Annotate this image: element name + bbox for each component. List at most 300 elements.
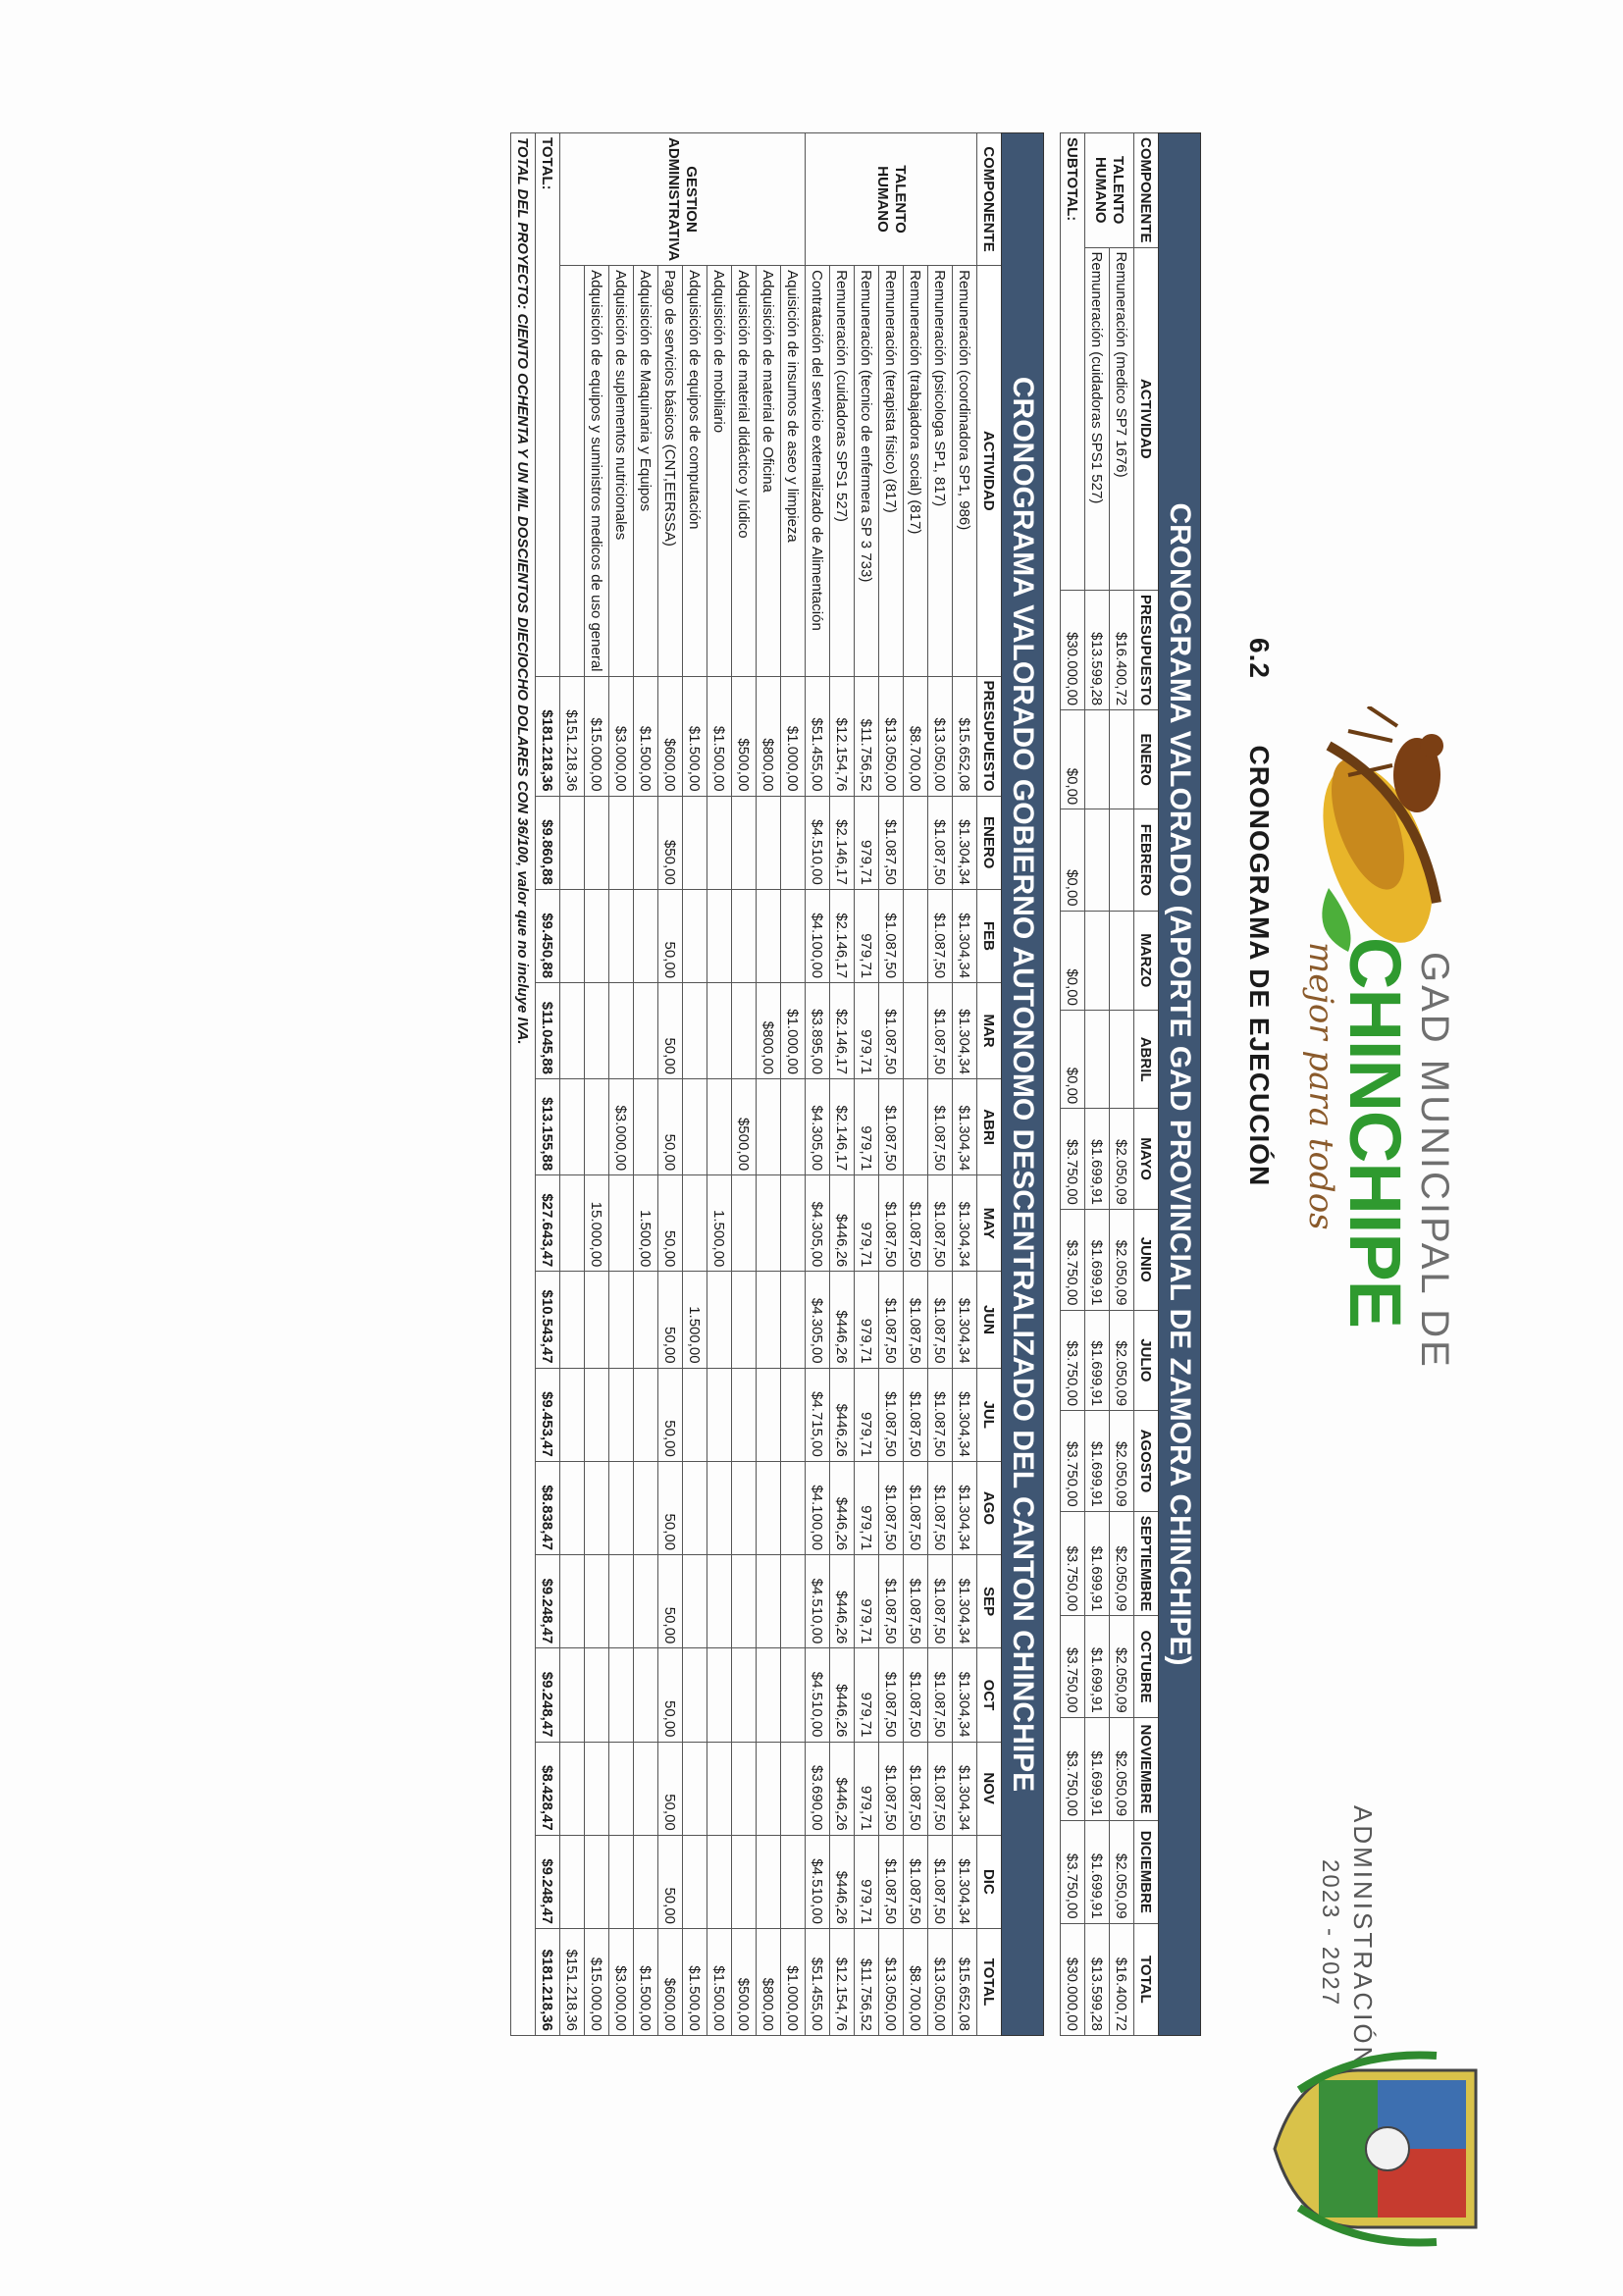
table-row (732, 133, 757, 2036)
amount-cell: $4.510,00 (806, 1835, 830, 1928)
amount-cell: $13.050,00 (928, 1929, 953, 2036)
amount-cell: $1.699,91 (1085, 1411, 1110, 1512)
table1-title: CRONOGRAMA VALORADO (APORTE GAD PROVINCIAL DE ZAMORA CHINCHIPE) (1159, 133, 1201, 2036)
table-row (879, 133, 904, 2036)
column-header: ACTIVIDAD (977, 266, 1002, 676)
amount-cell (609, 1461, 634, 1554)
amount-cell: $600,00 (658, 676, 683, 796)
amount-cell: $1.304,34 (953, 889, 977, 982)
amount-cell (560, 1078, 585, 1174)
amount-cell (634, 1555, 658, 1648)
amount-cell: $1.699,91 (1085, 1109, 1110, 1210)
amount-cell (904, 1078, 928, 1174)
amount-cell (707, 1461, 732, 1554)
activity-cell: Adquisición de Maquinaria y Equipos (634, 266, 658, 676)
amount-cell (609, 1175, 634, 1272)
amount-cell: $2.050,09 (1110, 1821, 1134, 1924)
amount-cell (732, 1555, 757, 1648)
amount-cell (634, 1078, 658, 1174)
amount-cell: $1.087,50 (904, 1461, 928, 1554)
amount-cell (707, 796, 732, 889)
amount-cell: $15.000,00 (585, 676, 609, 796)
activity-cell: Contratación del servicio externalizado de Alimentación (806, 266, 830, 676)
amount-cell (904, 889, 928, 982)
table-row (585, 133, 609, 2036)
amount-cell: $15.652,08 (953, 676, 977, 796)
column-header: AGOSTO (1134, 1411, 1159, 1512)
amount-cell (560, 1272, 585, 1368)
amount-cell (609, 983, 634, 1079)
amount-cell: 979,71 (855, 983, 879, 1079)
amount-cell: $1.087,50 (928, 1461, 953, 1554)
amount-cell (634, 889, 658, 982)
amount-cell (585, 1461, 609, 1554)
component-cell: GESTION ADMINISTRATIVA (560, 133, 806, 266)
amount-cell: $11.756,52 (855, 1929, 879, 2036)
activity-cell: Remuneración (cuidadoras SPS1 527) (830, 266, 855, 676)
column-header: NOV (977, 1742, 1002, 1835)
amount-cell: $1.087,50 (904, 1648, 928, 1742)
amount-cell: $8.700,00 (904, 1929, 928, 2036)
amount-cell: $4.305,00 (806, 1175, 830, 1272)
amount-cell: 50,00 (658, 1555, 683, 1648)
amount-cell: $3.690,00 (806, 1742, 830, 1835)
amount-cell (1085, 809, 1110, 911)
amount-cell: $1.087,50 (928, 983, 953, 1079)
table-row (634, 133, 658, 2036)
amount-cell: $500,00 (732, 676, 757, 796)
column-header: ACTIVIDAD (1134, 247, 1159, 591)
amount-cell: $2.050,09 (1110, 1209, 1134, 1310)
amount-cell (683, 796, 707, 889)
amount-cell (683, 1078, 707, 1174)
activity-cell: Aquisición de insumos de aseo y limpieza (781, 266, 806, 676)
amount-cell: $151.218,36 (560, 1929, 585, 2036)
amount-cell: 979,71 (855, 1461, 879, 1554)
amount-cell: $3.750,00 (1061, 1310, 1085, 1411)
amount-cell: $446,26 (830, 1648, 855, 1742)
amount-cell (757, 1461, 781, 1554)
amount-cell: $2.050,09 (1110, 1717, 1134, 1820)
amount-cell: $1.699,91 (1085, 1616, 1110, 1717)
amount-cell (781, 1368, 806, 1461)
subtotal-label: SUBTOTAL: (1061, 133, 1085, 591)
amount-cell: $4.715,00 (806, 1368, 830, 1461)
amount-cell (757, 1742, 781, 1835)
amount-cell (683, 889, 707, 982)
amount-cell: $1.500,00 (683, 676, 707, 796)
amount-cell (609, 1368, 634, 1461)
amount-cell: $4.510,00 (806, 1648, 830, 1742)
amount-cell (609, 1742, 634, 1835)
table1-header-row (1134, 133, 1159, 2036)
column-header: SEPTIEMBRE (1134, 1511, 1159, 1616)
table2-title: CRONOGRAMA VALORADO GOBIERNO AUTONOMO DESCENTRALIZADO DEL CANTON CHINCHIPE (1002, 133, 1044, 2036)
amount-cell: $1.087,50 (879, 1835, 904, 1928)
amount-cell: $2.050,09 (1110, 1511, 1134, 1616)
amount-cell: $1.087,50 (904, 1835, 928, 1928)
amount-cell: 50,00 (658, 1272, 683, 1368)
column-header: ENERO (977, 796, 1002, 889)
provincial-schedule-table (1060, 132, 1201, 2036)
amount-cell: $9.450,88 (536, 889, 560, 982)
amount-cell (781, 1175, 806, 1272)
amount-cell: $2.050,09 (1110, 1411, 1134, 1512)
amount-cell: $4.100,00 (806, 889, 830, 982)
amount-cell (585, 1742, 609, 1835)
table-row (928, 133, 953, 2036)
amount-cell: $15.000,00 (585, 1929, 609, 2036)
amount-cell (585, 1368, 609, 1461)
amount-cell (609, 1835, 634, 1928)
amount-cell: $11.045,88 (536, 983, 560, 1079)
amount-cell (757, 1175, 781, 1272)
amount-cell (707, 1272, 732, 1368)
column-header: OCT (977, 1648, 1002, 1742)
table2-header-row (977, 133, 1002, 2036)
amount-cell: $500,00 (732, 1078, 757, 1174)
amount-cell: $3.750,00 (1061, 1511, 1085, 1616)
footer-row (511, 133, 536, 2036)
amount-cell (634, 1272, 658, 1368)
amount-cell: $1.087,50 (928, 1835, 953, 1928)
amount-cell (757, 1555, 781, 1648)
amount-cell: $1.087,50 (879, 796, 904, 889)
amount-cell (781, 1835, 806, 1928)
column-header: ABRIL (1134, 1010, 1159, 1108)
amount-cell (1085, 710, 1110, 809)
activity-cell: Adquisición de material didáctico y lúdico (732, 266, 757, 676)
amount-cell: $800,00 (757, 983, 781, 1079)
amount-cell (732, 1835, 757, 1928)
amount-cell: 979,71 (855, 1175, 879, 1272)
column-header: JUN (977, 1272, 1002, 1368)
amount-cell: $0,00 (1061, 1010, 1085, 1108)
activity-cell: Remuneración (psicologa SP1, 817) (928, 266, 953, 676)
amount-cell: $500,00 (732, 1929, 757, 2036)
amount-cell (683, 1461, 707, 1554)
component-cell: TALENTO HUMANO (1085, 133, 1134, 248)
amount-cell: $1.304,34 (953, 1835, 977, 1928)
amount-cell: $1.087,50 (928, 1078, 953, 1174)
activity-cell: Adquisición de equipos de computación (683, 266, 707, 676)
column-header: FEBRERO (1134, 809, 1159, 911)
amount-cell: $1.500,00 (634, 676, 658, 796)
amount-cell: $4.305,00 (806, 1078, 830, 1174)
administration-years: 2023 - 2027 (1317, 1859, 1343, 2008)
administration-label: ADMINISTRACIÓN (1348, 1805, 1378, 2068)
amount-cell: 50,00 (658, 1835, 683, 1928)
column-header: TOTAL (977, 1929, 1002, 2036)
amount-cell: $1.087,50 (879, 1175, 904, 1272)
amount-cell: $4.100,00 (806, 1461, 830, 1554)
amount-cell: $1.304,34 (953, 1648, 977, 1742)
amount-cell: $2.146,17 (830, 889, 855, 982)
amount-cell (609, 1555, 634, 1648)
amount-cell (609, 1272, 634, 1368)
amount-cell (781, 889, 806, 982)
amount-cell (609, 889, 634, 982)
column-header: MAY (977, 1175, 1002, 1272)
table-row (806, 133, 830, 2036)
amount-cell (707, 1078, 732, 1174)
amount-cell (757, 1368, 781, 1461)
amount-cell: 1.500,00 (683, 1272, 707, 1368)
amount-cell (1110, 911, 1134, 1010)
amount-cell: $1.087,50 (904, 1555, 928, 1648)
amount-cell (732, 889, 757, 982)
activity-cell (560, 266, 585, 676)
amount-cell (560, 1742, 585, 1835)
municipal-crest-icon (1270, 2051, 1495, 2247)
activity-cell: Adquisición de equipos y suministros medicos de uso general (585, 266, 609, 676)
column-header: ABRI (977, 1078, 1002, 1174)
amount-cell: $11.756,52 (855, 676, 879, 796)
amount-cell: $9.860,88 (536, 796, 560, 889)
amount-cell: $1.087,50 (928, 1648, 953, 1742)
amount-cell: $446,26 (830, 1272, 855, 1368)
amount-cell (757, 1078, 781, 1174)
amount-cell (634, 983, 658, 1079)
amount-cell: $1.304,34 (953, 1078, 977, 1174)
amount-cell: $1.304,34 (953, 1461, 977, 1554)
amount-cell: $1.087,50 (879, 1078, 904, 1174)
amount-cell (707, 889, 732, 982)
amount-cell: $1.304,34 (953, 1742, 977, 1835)
amount-cell (781, 796, 806, 889)
amount-cell (634, 1461, 658, 1554)
amount-cell: $8.700,00 (904, 676, 928, 796)
amount-cell (683, 1835, 707, 1928)
amount-cell: $3.750,00 (1061, 1209, 1085, 1310)
section-heading (1243, 638, 1275, 1186)
amount-cell: $181.218,36 (536, 1929, 560, 2036)
amount-cell: $51.455,00 (806, 676, 830, 796)
amount-cell: $1.087,50 (904, 1175, 928, 1272)
amount-cell: $2.050,09 (1110, 1109, 1134, 1210)
amount-cell: 979,71 (855, 1078, 879, 1174)
amount-cell (560, 1175, 585, 1272)
table-row (757, 133, 781, 2036)
table-row (609, 133, 634, 2036)
amount-cell (585, 1078, 609, 1174)
amount-cell: $1.087,50 (928, 889, 953, 982)
amount-cell: $3.000,00 (609, 1078, 634, 1174)
amount-cell (757, 889, 781, 982)
amount-cell (1110, 710, 1134, 809)
amount-cell: $27.643,47 (536, 1175, 560, 1272)
amount-cell: $1.087,50 (879, 1272, 904, 1368)
amount-cell: $15.652,08 (953, 1929, 977, 2036)
amount-cell: $51.455,00 (806, 1929, 830, 2036)
amount-cell: $446,26 (830, 1555, 855, 1648)
amount-cell (781, 1648, 806, 1742)
amount-cell (781, 1742, 806, 1835)
amount-cell: $1.500,00 (707, 1929, 732, 2036)
amount-cell: $3.895,00 (806, 983, 830, 1079)
column-header: TOTAL (1134, 1923, 1159, 2035)
amount-cell: $9.248,47 (536, 1555, 560, 1648)
amount-cell: 50,00 (658, 1368, 683, 1461)
amount-cell: $1.087,50 (904, 1368, 928, 1461)
amount-cell (634, 1835, 658, 1928)
amount-cell: $1.087,50 (879, 1742, 904, 1835)
amount-cell (560, 796, 585, 889)
amount-cell (683, 1555, 707, 1648)
activity-cell: Remuneración (coordinadora SP1, 986) (953, 266, 977, 676)
amount-cell (585, 889, 609, 982)
amount-cell (634, 1648, 658, 1742)
amount-cell: $2.050,09 (1110, 1310, 1134, 1411)
amount-cell: $12.154,76 (830, 676, 855, 796)
amount-cell: $16.400,72 (1110, 591, 1134, 710)
amount-cell: $13.599,28 (1085, 1923, 1110, 2035)
amount-cell: $9.453,47 (536, 1368, 560, 1461)
amount-cell: 979,71 (855, 1648, 879, 1742)
amount-cell: $0,00 (1061, 710, 1085, 809)
amount-cell: $446,26 (830, 1175, 855, 1272)
amount-cell: $9.248,47 (536, 1648, 560, 1742)
activity-cell: Adquisición de suplementos nutricionales (609, 266, 634, 676)
amount-cell (732, 1461, 757, 1554)
amount-cell: 50,00 (658, 1461, 683, 1554)
column-header: PRESUPUESTO (1134, 591, 1159, 710)
amount-cell: $1.699,91 (1085, 1511, 1110, 1616)
amount-cell: $3.750,00 (1061, 1616, 1085, 1717)
amount-cell (707, 983, 732, 1079)
amount-cell (1085, 911, 1110, 1010)
amount-cell: $1.500,00 (707, 676, 732, 796)
amount-cell: $2.146,17 (830, 1078, 855, 1174)
amount-cell: $1.087,50 (879, 1648, 904, 1742)
amount-cell (683, 1175, 707, 1272)
amount-cell: $1.699,91 (1085, 1717, 1110, 1820)
activity-cell: Remuneración (cuidadoras SPS1 527) (1085, 247, 1110, 591)
amount-cell (683, 983, 707, 1079)
amount-cell: $1.087,50 (928, 1272, 953, 1368)
amount-cell: 979,71 (855, 796, 879, 889)
amount-cell: $8.428,47 (536, 1742, 560, 1835)
amount-cell (732, 796, 757, 889)
column-header: NOVIEMBRE (1134, 1717, 1159, 1820)
municipal-schedule-table (510, 132, 1044, 2036)
amount-cell: $3.750,00 (1061, 1821, 1085, 1924)
amount-cell: $1.087,50 (879, 889, 904, 982)
column-header: PRESUPUESTO (977, 676, 1002, 796)
brand-subtitle: GAD MUNICIPAL DE (1413, 952, 1456, 1370)
amount-cell: $13.599,28 (1085, 591, 1110, 710)
table-row (1085, 133, 1110, 2036)
column-header: AGO (977, 1461, 1002, 1554)
subtotal-row (560, 133, 585, 2036)
amount-cell (781, 1078, 806, 1174)
amount-cell: $0,00 (1061, 809, 1085, 911)
amount-cell: 50,00 (658, 1742, 683, 1835)
amount-cell: $3.000,00 (609, 1929, 634, 2036)
amount-cell: 50,00 (658, 1175, 683, 1272)
amount-cell: $1.087,50 (879, 1461, 904, 1554)
column-header: DICIEMBRE (1134, 1821, 1159, 1924)
amount-cell: $1.699,91 (1085, 1821, 1110, 1924)
amount-cell: $8.838,47 (536, 1461, 560, 1554)
amount-cell: $13.050,00 (879, 676, 904, 796)
column-header: JUNIO (1134, 1209, 1159, 1310)
amount-cell (560, 983, 585, 1079)
amount-cell: $1.087,50 (928, 1368, 953, 1461)
table-row (1110, 133, 1134, 2036)
amount-cell (732, 1272, 757, 1368)
amount-cell: $1.087,50 (904, 1272, 928, 1368)
amount-cell (585, 1555, 609, 1648)
amount-cell: 979,71 (855, 1272, 879, 1368)
amount-cell: $181.218,36 (536, 676, 560, 796)
amount-cell: $1.500,00 (683, 1929, 707, 2036)
amount-cell: $1.087,50 (904, 1742, 928, 1835)
column-header: COMPONENTE (1134, 133, 1159, 248)
amount-cell: 979,71 (855, 1742, 879, 1835)
amount-cell (757, 1648, 781, 1742)
table-row (707, 133, 732, 2036)
column-header: JUL (977, 1368, 1002, 1461)
amount-cell: 50,00 (658, 889, 683, 982)
amount-cell: 979,71 (855, 889, 879, 982)
amount-cell: $2.050,09 (1110, 1616, 1134, 1717)
amount-cell (1085, 1010, 1110, 1108)
amount-cell: $600,00 (658, 1929, 683, 2036)
amount-cell (585, 983, 609, 1079)
amount-cell (757, 796, 781, 889)
amount-cell (560, 1555, 585, 1648)
amount-cell (683, 1648, 707, 1742)
amount-cell: $4.510,00 (806, 796, 830, 889)
amount-cell (585, 1835, 609, 1928)
amount-cell: $3.000,00 (609, 676, 634, 796)
amount-cell (904, 983, 928, 1079)
amount-cell: 50,00 (658, 1078, 683, 1174)
amount-cell: 15.000,00 (585, 1175, 609, 1272)
amount-cell (707, 1368, 732, 1461)
activity-cell: Adquisición de material de Oficina (757, 266, 781, 676)
amount-cell (683, 1368, 707, 1461)
column-header: MAR (977, 983, 1002, 1079)
amount-cell (732, 1648, 757, 1742)
amount-cell: $1.304,34 (953, 1555, 977, 1648)
amount-cell (707, 1742, 732, 1835)
amount-cell (732, 1175, 757, 1272)
amount-cell: $1.087,50 (928, 1555, 953, 1648)
cacao-logo-icon (1270, 706, 1476, 962)
amount-cell (781, 1272, 806, 1368)
amount-cell: $30.000,00 (1061, 591, 1085, 710)
amount-cell: $2.146,17 (830, 983, 855, 1079)
amount-cell: $9.248,47 (536, 1835, 560, 1928)
amount-cell: $446,26 (830, 1368, 855, 1461)
amount-cell: $1.087,50 (879, 1555, 904, 1648)
project-total-text: TOTAL DEL PROYECTO: CIENTO OCHENTA Y UN MIL DOSCIENTOS DIECIOCHO DOLARES CON 36/100, valor que no incluye IVA. (511, 133, 536, 2036)
amount-cell (707, 1835, 732, 1928)
amount-cell: $0,00 (1061, 911, 1085, 1010)
amount-cell (1110, 1010, 1134, 1108)
amount-cell: $151.218,36 (560, 676, 585, 796)
amount-cell (781, 1461, 806, 1554)
amount-cell (585, 1272, 609, 1368)
amount-cell: $1.500,00 (634, 1929, 658, 2036)
component-cell: TALENTO HUMANO (806, 133, 977, 266)
amount-cell (560, 1368, 585, 1461)
activity-cell: Remuneración (terapista físico) (817) (879, 266, 904, 676)
amount-cell (560, 1461, 585, 1554)
table-row (953, 133, 977, 2036)
